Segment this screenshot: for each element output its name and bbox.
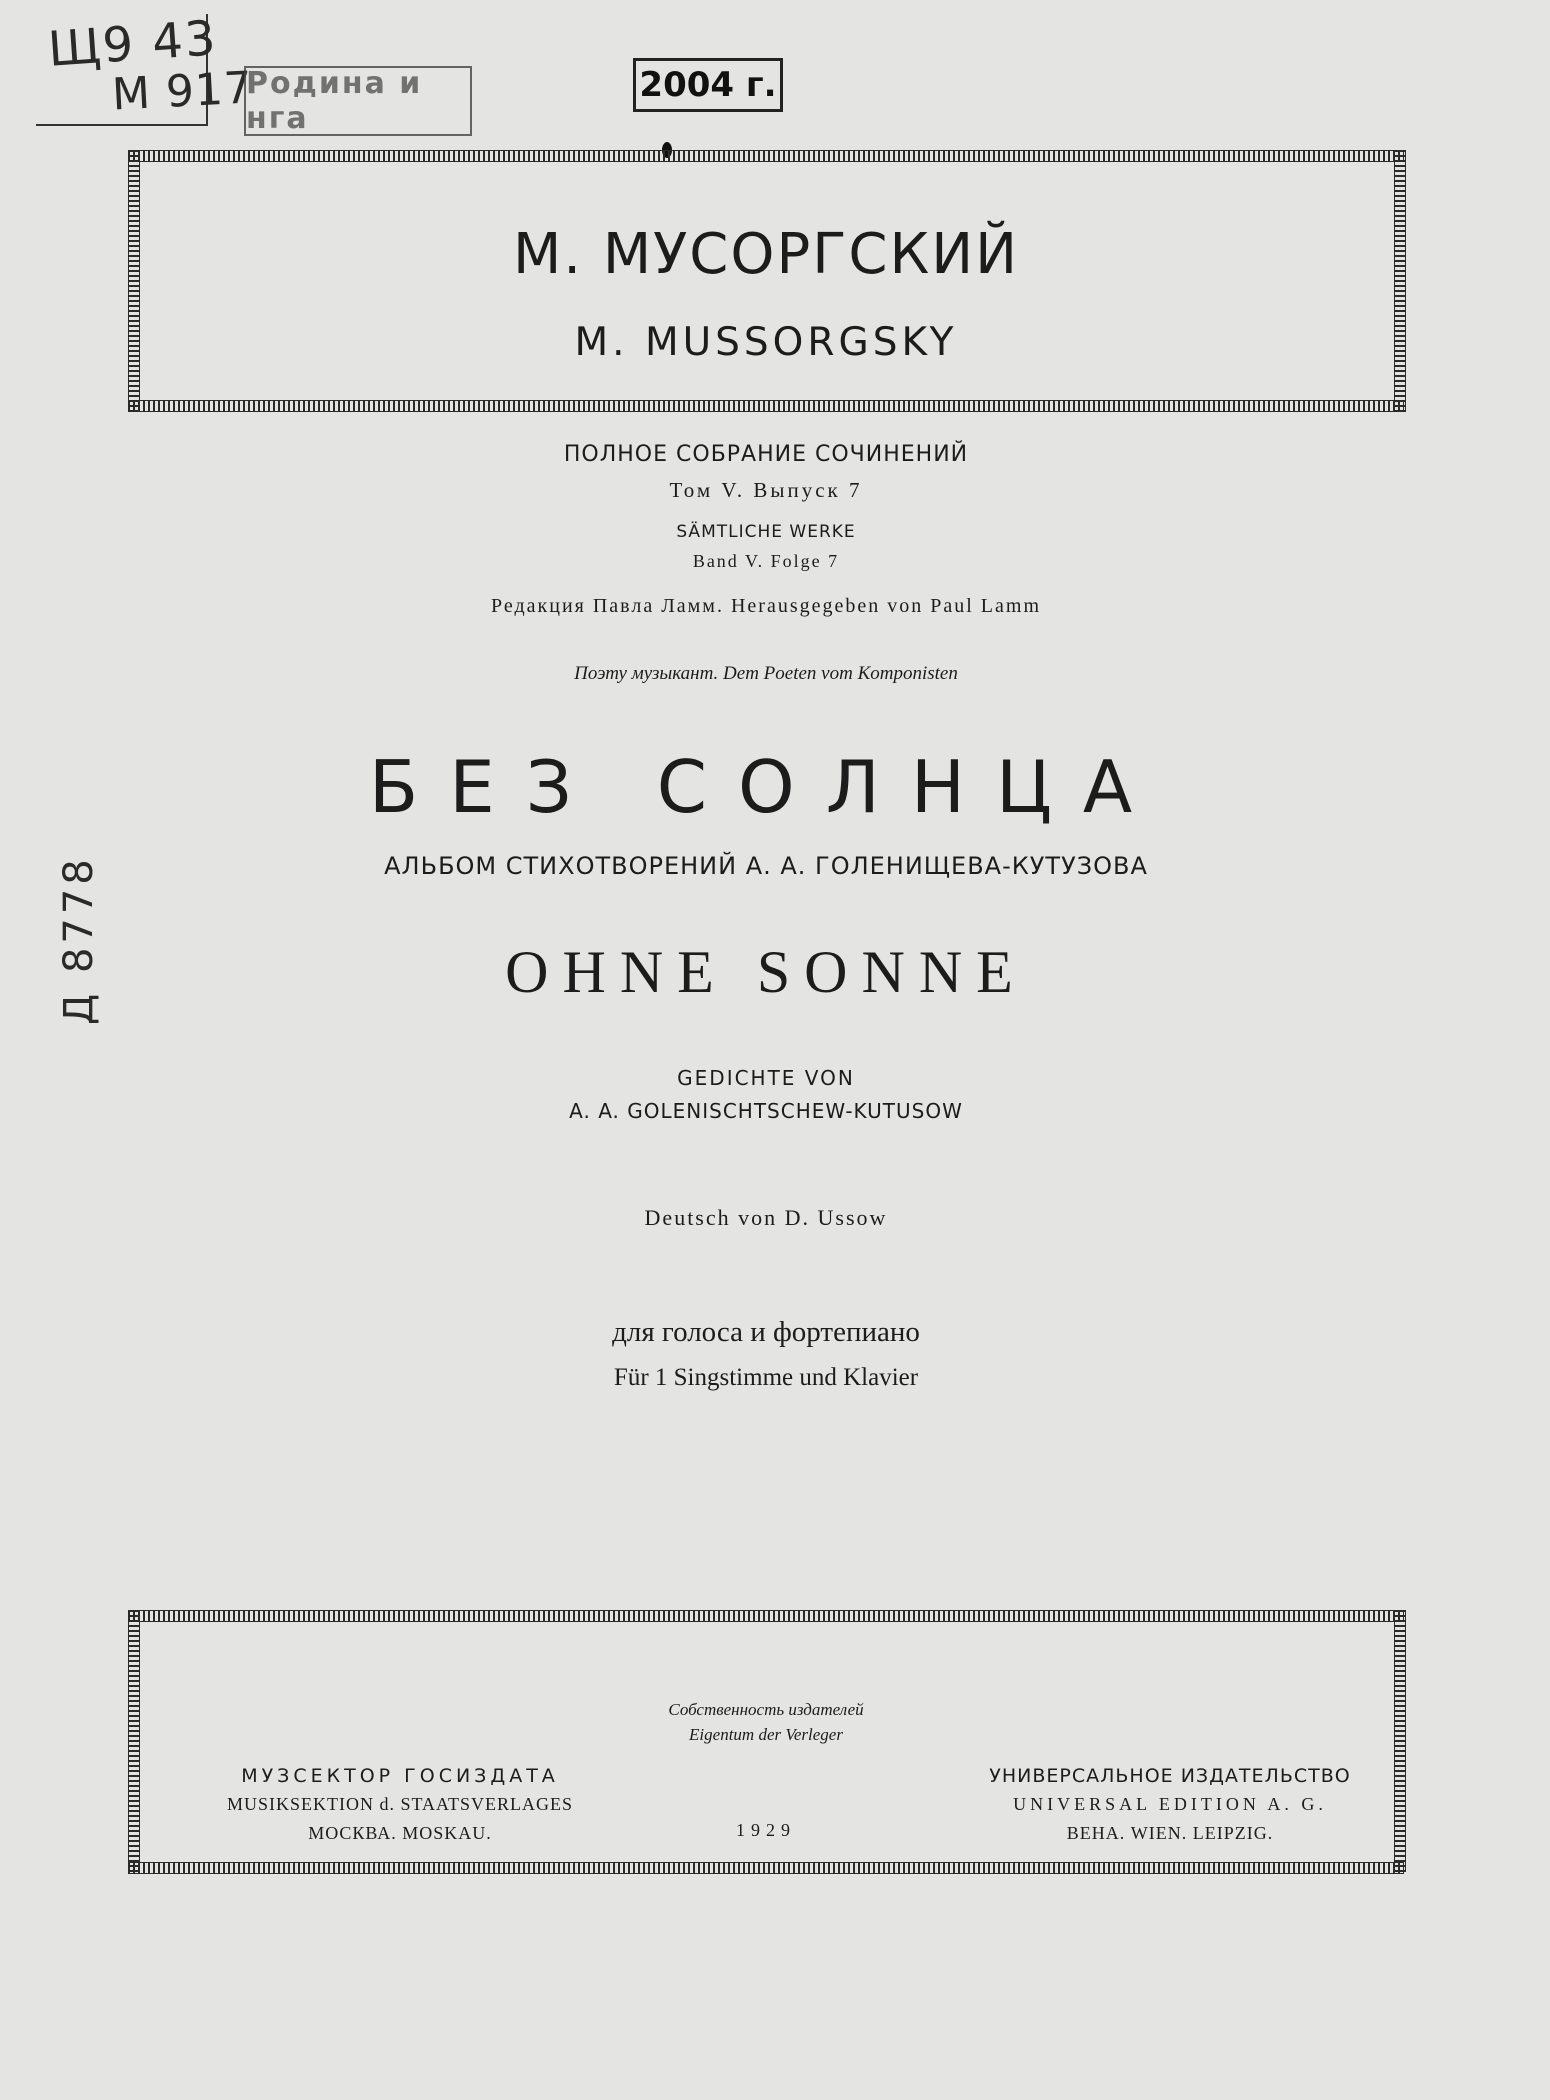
work-title-de: OHNE SONNE (505, 939, 1027, 1005)
publisher-right-line2: UNIVERSAL EDITION A. G. (1013, 1794, 1327, 1814)
volume-ru: Том V. Выпуск 7 (669, 478, 863, 502)
composer-name-ru: М. МУСОРГСКИЙ (512, 222, 1020, 287)
inventory-number: Д 8778 (56, 855, 102, 1025)
publisher-right-line1: УНИВЕРСАЛЬНОЕ ИЗДАТЕЛЬСТВО (989, 1765, 1351, 1787)
translator-credit: Deutsch von D. Ussow (644, 1205, 888, 1230)
publication-year: 1929 (736, 1820, 796, 1840)
publisher-left-line3: МОСКВА. MOSKAU. (308, 1823, 492, 1843)
year-stamp: 2004 г. (633, 58, 783, 112)
ownership-note-de: Eigentum der Verleger (689, 1725, 843, 1744)
call-number-line1: Щ9 43 (46, 10, 220, 78)
frame-divider-bottom (128, 1610, 1404, 1622)
editor-credit: Редакция Павла Ламм. Herausgegeben von Paul Lamm (491, 595, 1041, 617)
instrumentation-ru: для голоса и фортепиано (612, 1316, 920, 1348)
volume-de: Band V. Folge 7 (692, 551, 840, 571)
frame-top-border (128, 150, 1404, 162)
publisher-right (940, 1765, 1400, 1855)
poet-name-de: A. A. GOLENISCHTSCHEW-KUTUSOW (569, 1099, 963, 1123)
dedication: Поэту музыкант. Dem Poeten vom Komponisten (574, 663, 958, 684)
series-title-de: SÄMTLICHE WERKE (676, 522, 856, 542)
publisher-left-line2: MUSIKSEKTION d. STAATSVERLAGES (226, 1794, 574, 1814)
frame-divider-top (128, 400, 1404, 412)
ownership-note-ru: Собственность издателей (668, 1700, 864, 1719)
publisher-left (200, 1765, 600, 1855)
series-title-ru: ПОЛНОЕ СОБРАНИЕ СОЧИНЕНИЙ (563, 442, 969, 467)
work-title-ru: БЕЗ СОЛНЦА (368, 745, 1164, 829)
publisher-right-line3: ВЕНА. WIEN. LEIPZIG. (1066, 1823, 1274, 1843)
call-number-line2: М 917 (110, 62, 255, 121)
composer-name-de: M. MUSSORGSKY (574, 320, 958, 365)
poems-label-de: GEDICHTE VON (677, 1066, 855, 1090)
frame-bottom-border (128, 1862, 1404, 1874)
instrumentation-de: Für 1 Singstimme und Klavier (613, 1364, 919, 1391)
publisher-left-line1: МУЗСЕКТОР ГОСИЗДАТА (241, 1765, 559, 1787)
library-stamp: Родина и нга (244, 66, 472, 136)
work-subtitle-ru: АЛЬБОМ СТИХОТВОРЕНИЙ А. А. ГОЛЕНИЩЕВА-КУТУЗОВА (384, 852, 1148, 880)
